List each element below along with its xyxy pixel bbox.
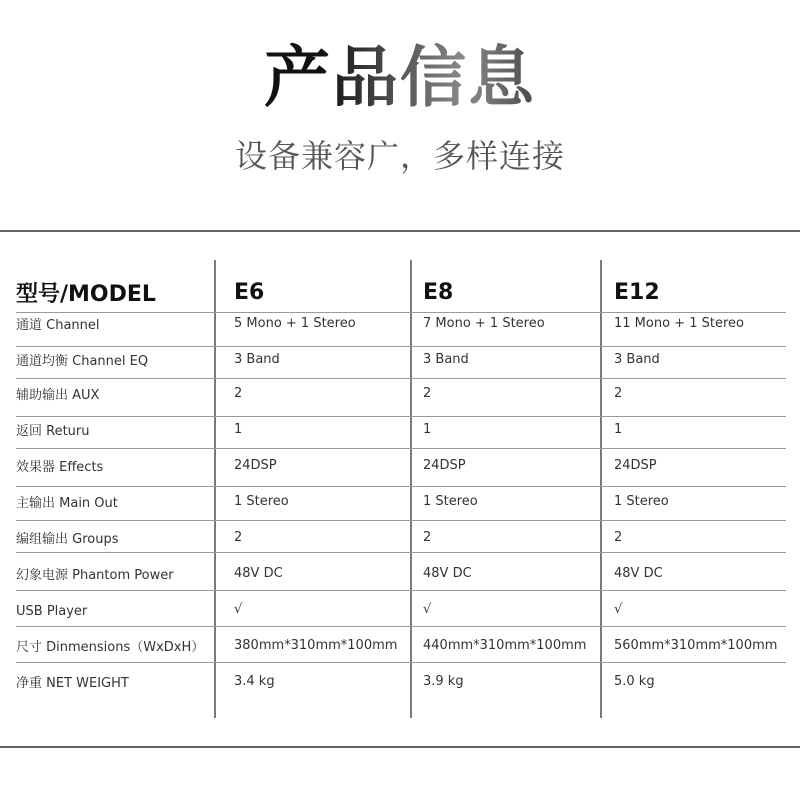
- table-cell: 48V DC: [423, 566, 472, 581]
- table-cell: 2: [423, 386, 432, 401]
- table-cell: 3.4 kg: [234, 674, 275, 689]
- table-cell: 2: [234, 386, 243, 401]
- page-subtitle: 设备兼容广，多样连接: [234, 137, 565, 175]
- table-cell: 24DSP: [614, 458, 657, 473]
- row-label: 幻象电源 Phantom Power: [16, 568, 174, 583]
- table-cell: 3 Band: [234, 352, 280, 367]
- table-cell: 48V DC: [234, 566, 283, 581]
- table-cell: 5.0 kg: [614, 674, 655, 689]
- header-e12: E12: [614, 280, 660, 305]
- row-divider: [16, 416, 786, 417]
- row-divider: [16, 448, 786, 449]
- table-cell: 24DSP: [423, 458, 466, 473]
- table-cell: 48V DC: [614, 566, 663, 581]
- row-divider: [16, 312, 786, 313]
- table-cell: 560mm*310mm*100mm: [614, 638, 778, 653]
- row-divider: [16, 626, 786, 627]
- table-cell: 11 Mono + 1 Stereo: [614, 316, 744, 331]
- table-cell: 24DSP: [234, 458, 277, 473]
- row-divider: [16, 520, 786, 521]
- row-label: 尺寸 Dinmensions（WxDxH）: [16, 640, 205, 655]
- table-cell: 1 Stereo: [234, 494, 289, 509]
- table-cell: 1: [423, 422, 432, 437]
- table-cell: 440mm*310mm*100mm: [423, 638, 587, 653]
- column-divider: [600, 260, 602, 718]
- table-cell: √: [234, 602, 243, 617]
- row-divider: [16, 346, 786, 347]
- row-label: USB Player: [16, 604, 88, 619]
- table-cell: 1 Stereo: [614, 494, 669, 509]
- page-title: 产品信息: [0, 38, 800, 118]
- header-e6: E6: [234, 280, 265, 305]
- table-cell: √: [614, 602, 623, 617]
- column-divider: [214, 260, 216, 718]
- table-cell: 1: [234, 422, 243, 437]
- table-cell: 3 Band: [614, 352, 660, 367]
- row-label: 效果器 Effects: [16, 460, 104, 475]
- row-label: 通道均衡 Channel EQ: [16, 354, 149, 369]
- row-divider: [16, 662, 786, 663]
- row-label: 净重 NET WEIGHT: [16, 676, 129, 691]
- table-cell: 3 Band: [423, 352, 469, 367]
- row-label: 通道 Channel: [16, 318, 100, 333]
- table-cell: 2: [234, 530, 243, 545]
- row-divider: [16, 552, 786, 553]
- row-divider: [16, 378, 786, 379]
- header-model: 型号/MODEL: [16, 282, 156, 307]
- header-e8: E8: [423, 280, 454, 305]
- row-divider: [16, 486, 786, 487]
- table-cell: 1: [614, 422, 623, 437]
- table-cell: 2: [614, 530, 623, 545]
- table-cell: 3.9 kg: [423, 674, 464, 689]
- row-label: 编组输出 Groups: [16, 532, 119, 547]
- row-label: 主输出 Main Out: [16, 496, 118, 511]
- bottom-divider: [0, 746, 800, 748]
- table-cell: 2: [614, 386, 623, 401]
- row-divider: [16, 590, 786, 591]
- table-cell: 2: [423, 530, 432, 545]
- row-label: 返回 Returu: [16, 424, 90, 439]
- spec-table: [0, 260, 800, 718]
- table-cell: √: [423, 602, 432, 617]
- row-label: 辅助输出 AUX: [16, 388, 100, 403]
- table-cell: 380mm*310mm*100mm: [234, 638, 398, 653]
- table-cell: 1 Stereo: [423, 494, 478, 509]
- table-cell: 7 Mono + 1 Stereo: [423, 316, 545, 331]
- top-divider: [0, 230, 800, 232]
- column-divider: [410, 260, 412, 718]
- table-cell: 5 Mono + 1 Stereo: [234, 316, 356, 331]
